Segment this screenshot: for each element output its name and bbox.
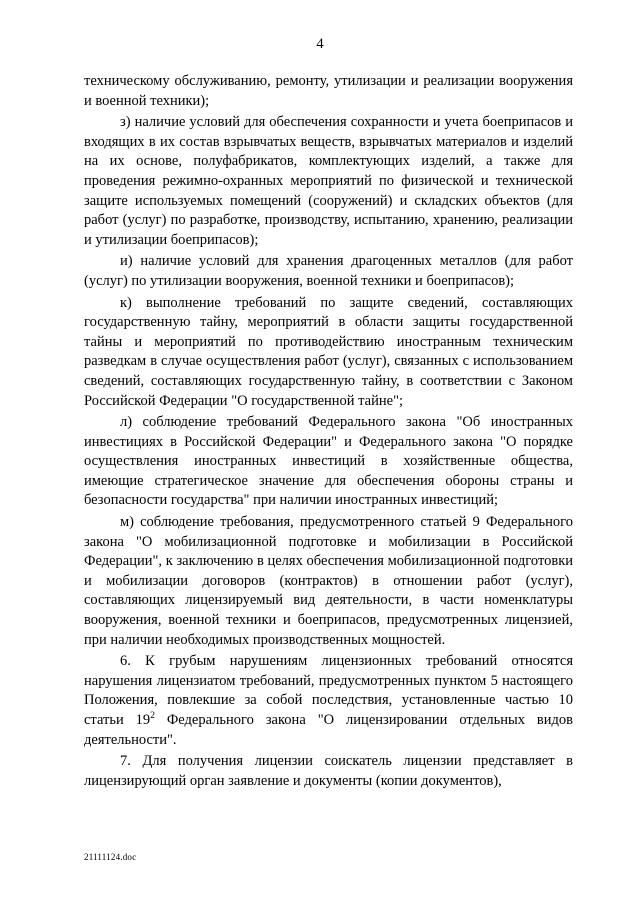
paragraph-item-i: и) наличие условий для хранения драгоценных металлов (для работ (услуг) по утилизации вооружения, военной техники и боеприпасов); <box>84 253 573 289</box>
paragraph-clause-6 <box>84 652 573 750</box>
paragraph-item-z: з) наличие условий для обеспечения сохранности и учета боеприпасов и входящих в их состав взрывчатых веществ, взрывчатых материалов и изделий на их основе, полуфабрикатов, комплектующих изделий, а также для проведения режимно-охранных мероприятий по физической и технической защите используемых помещений (сооружений) и складских объектов (для работ (услуг) по разработке, производству, испытанию, хранению, реализации и утилизации боеприпасов); <box>84 114 573 248</box>
document-file-label: 21111124.doc <box>84 852 137 862</box>
clause-6-text: 6. К грубым нарушениям лицензионных требований относятся нарушения лицензиатом требований, предусмотренных пунктом 5 настоящего Положения, повлекшие за собой последствия, установленные частью 10 статьи 19 <box>84 653 573 728</box>
paragraph-continuation: техническому обслуживанию, ремонту, утилизации и реализации вооружения и военной техники); <box>84 73 573 109</box>
page-number: 4 <box>316 36 324 52</box>
document-body <box>84 72 573 791</box>
paragraph-item-m: м) соблюдение требования, предусмотренного статьей 9 Федерального закона "О мобилизационной подготовке и мобилизации в Российской Федерации", к заключению в целях обеспечения мобилизационной подготовки и мобилизации договоров (контрактов) в отношении работ (услуг), составляющих лицензируемый вид деятельности, в части номенклатуры вооружения, военной техники и боеприпасов, предусмотренных лицензией, при наличии необходимых производственных мощностей. <box>84 514 573 648</box>
clause-6-superscript: 2 <box>150 711 155 722</box>
paragraph-clause-7: 7. Для получения лицензии соискатель лицензии представляет в лицензирующий орган заявление и документы (копии документов), <box>84 753 573 789</box>
clause-6-text-end: Федерального закона "О лицензировании отдельных видов деятельности". <box>84 712 573 748</box>
paragraph-item-l: л) соблюдение требований Федерального закона "Об иностранных инвестициях в Российской Федерации" и Федерального закона "О порядке осуществления иностранных инвестиций в хозяйственные общества, имеющие стратегическое значение для обеспечения обороны страны и безопасности государства" при наличии иностранных инвестиций; <box>84 414 573 509</box>
paragraph-item-k: к) выполнение требований по защите сведений, составляющих государственную тайну, мероприятий в области защиты государственной тайны и мероприятий по противодействию иностранным техническим разведкам в случае осуществления работ (услуг), связанных с использованием сведений, составляющих государственную тайну, в соответствии с Законом Российской Федерации "О государственной тайне"; <box>84 294 573 409</box>
